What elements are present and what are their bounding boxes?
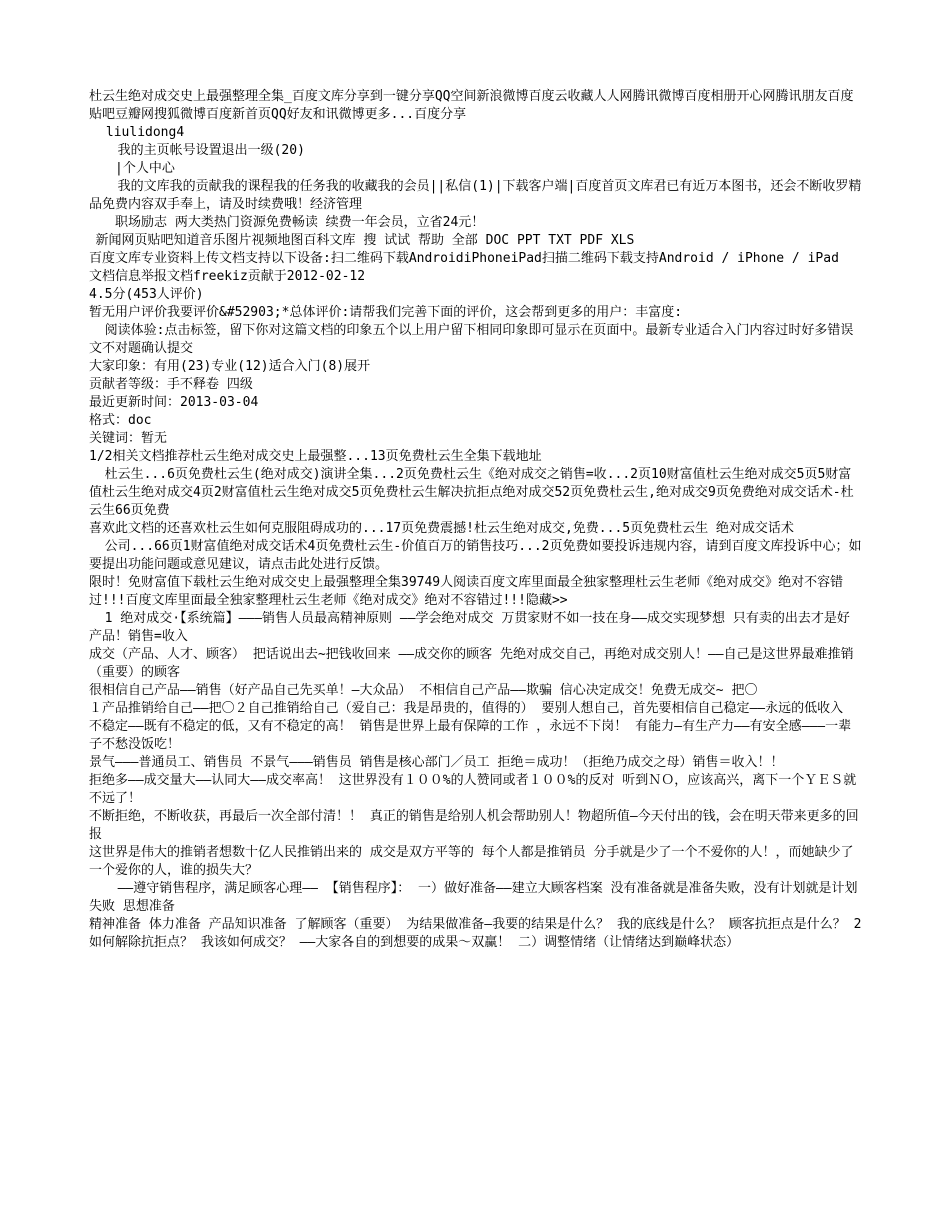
content-line: 精神准备 体力准备 产品知识准备 了解顾客（重要） 为结果做准备—我要的结果是什么？ 我的底线是什么？ 顾客抗拒点是什么？ 2 — [89, 917, 862, 932]
account-menu[interactable]: 我的主页帐号设置退出一级(20) — [117, 143, 305, 158]
free-download-promo[interactable]: 限时！免财富值下载杜云生绝对成交史上最强整理全集39749人阅读百度文库里面最全独家整理杜云生老师《绝对成交》绝对不容错过!!!百度文库里面最全独家整理杜云生老师《绝对成交》绝对不容错过!!!隐藏>> — [89, 575, 844, 608]
content-line: 景气———普通员工、销售员 不景气———销售员 销售是核心部门／员工 拒绝＝成功！（拒绝乃成交之母）销售＝收入！！ — [89, 755, 784, 770]
public-impression[interactable]: 大家印象：有用(23)专业(12)适合入门(8)展开 — [89, 359, 371, 374]
related-docs-header[interactable]: 1/2相关文档推荐杜云生绝对成交史上最强整...13页免费杜云生全集下载地址 — [89, 449, 542, 464]
content-line: 成交（产品、人才、顾客） 把话说出去~把钱收回来 ——成交你的顾客 先绝对成交自己，再绝对成交别人！——自己是这世界最难推销（重要）的顾客 — [89, 647, 854, 680]
rating-prompt[interactable]: 暂无用户评价我要评价&#52903;*总体评价:请帮我们完善下面的评价，这会帮到更多的用户：丰富度: — [89, 305, 683, 320]
content-line: 不稳定——既有不稳定的低，又有不稳定的高！ 销售是世界上最有保障的工作 ，永远不下岗！ 有能力—有生产力——有安全感———一辈子不愁没饭吃！ — [89, 719, 852, 752]
content-line: １产品推销给自己——把〇２自己推销给自己（爱自己：我是昂贵的，值得的） 要别人想自己，首先要相信自己稳定——永远的低收入 — [89, 701, 844, 716]
contributor-level: 贡献者等级：手不释卷 四级 — [89, 377, 253, 392]
library-nav[interactable]: 我的文库我的贡献我的课程我的任务我的收藏我的会员||私信(1)|下载客户端|百度首页文库君已有近万本图书，还会不断收罗精品免费内容双手奉上，请及时续费哦！经济管理 — [89, 179, 862, 212]
keywords: 关键词：暂无 — [89, 431, 168, 446]
impression-tags[interactable]: 阅读体验:点击标签，留下你对这篇文档的印象五个以上用户留下相同印象即可显示在页面中。最新专业适合入门内容过时好多错误文不对题确认提交 — [89, 323, 854, 356]
updated-time: 最近更新时间：2013-03-04 — [89, 395, 259, 410]
document-page — [89, 88, 862, 952]
format: 格式：doc — [89, 413, 152, 428]
search-nav[interactable]: 新闻网页贴吧知道音乐图片视频地图百科文库 搜 试试 帮助 全部 DOC PPT TXT PDF XLS — [95, 233, 635, 248]
content-line: 如何解除抗拒点？ 我该如何成交？ ——大家各自的到想要的成果～双赢！ 二）调整情绪（让情绪达到巅峰状态） — [89, 935, 740, 950]
share-bar[interactable]: 杜云生绝对成交史上最强整理全集_百度文库分享到一键分享QQ空间新浪微博百度云收藏人人网腾讯微博百度相册开心网腾讯朋友百度贴吧豆瓣网搜狐微博百度新首页QQ好友和讯微博更多...百度分享 — [89, 89, 854, 122]
report-notice[interactable]: 公司...66页1财富值绝对成交话术4页免费杜云生-价值百万的销售技巧...2页免费如要投诉违规内容，请到百度文库投诉中心；如要提出功能问题或意见建议，请点击此处进行反馈。 — [89, 539, 862, 572]
promo-text: 职场励志 两大类热门资源免费畅读 续费一年会员，立省24元！ — [115, 215, 485, 230]
doc-info[interactable]: 文档信息举报文档freekiz贡献于2012-02-12 — [89, 269, 366, 284]
content-line: 很相信自己产品——销售（好产品自己先买单！—大众品） 不相信自己产品——欺骗 信心决定成交！免费无成交~ 把〇 — [89, 683, 758, 698]
personal-center-link[interactable]: |个人中心 — [115, 161, 175, 176]
content-line: 不断拒绝，不断收获，再最后一次全部付清！！ 真正的销售是给别人机会帮助别人！物超所值—今天付出的钱，会在明天带来更多的回报 — [89, 809, 859, 842]
content-line: 拒绝多——成交量大——认同大——成交率高！ 这世界没有１００%的人赞同或者１００%的反对 听到ＮＯ，应该高兴，离下一个ＹＥＳ就不远了！ — [89, 773, 857, 806]
content-line: 这世界是伟大的推销者想数十亿人民推销出来的 成交是双方平等的 每个人都是推销员 分手就是少了一个不爱你的人！，而她缺少了一个爱你的人，谁的损失大？ — [89, 845, 854, 878]
content-line: 1 绝对成交·【系统篇】———销售人员最高精神原则 ——学会绝对成交 万贯家财不如一技在身——成交实现梦想 只有卖的出去才是好产品！销售=收入 — [89, 611, 850, 644]
also-liked[interactable]: 喜欢此文档的还喜欢杜云生如何克服阻碍成功的...17页免费震撼!杜云生绝对成交,免费...5页免费杜云生 绝对成交话术 — [89, 521, 794, 536]
device-support: 百度文库专业资料上传文档支持以下设备:扫二维码下载AndroidiPhoneiPad扫描二维码下载支持Android / iPhone / iPad — [89, 251, 839, 266]
rating-score: 4.5分(453人评价) — [89, 287, 204, 302]
content-line: ——遵守销售程序，满足顾客心理—— 【销售程序】： 一）做好准备——建立大顾客档案 没有准备就是准备失败，没有计划就是计划失败 思想准备 — [89, 881, 858, 914]
related-docs-list[interactable]: 杜云生...6页免费杜云生(绝对成交)演讲全集...2页免费杜云生《绝对成交之销售=收...2页10财富值杜云生绝对成交5页5财富值杜云生绝对成交4页2财富值杜云生绝对成交5页免费杜云生解决抗拒点绝对成交52页免费杜云生,绝对成交9页免费绝对成交话术-杜云生66页免费 — [89, 467, 854, 518]
username-link[interactable]: liulidong4 — [105, 125, 185, 140]
